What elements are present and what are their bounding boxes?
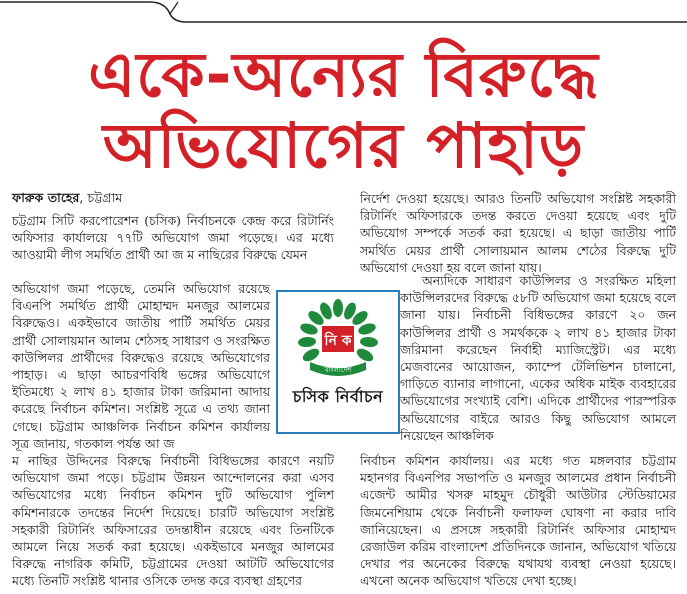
article-paragraph: চট্টগ্রাম সিটি করপোরেশন (চসিক) নির্বাচনকে কেন্দ্র করে রিটার্নিং অফিসার কার্যালয়ে ৭৭টি অভিযোগ জমা পড়েছে। এর মধ্যে আওয়ামী লীগ সমর্থিত প্রার্থী আ জ ম নাছিরের বিরুদ্ধে যেমন: [12, 213, 334, 263]
headline-line-1: একে-অন্যের বিরুদ্ধে: [88, 38, 599, 111]
byline-location: , চট্টগ্রাম: [79, 190, 123, 205]
byline-author: ফারুক তাহের: [12, 190, 80, 205]
article-column-right-bottom: [360, 452, 676, 590]
article-column-right-middle: [400, 272, 676, 444]
article-column-right-top: [360, 190, 676, 276]
emblem-text: নি ক: [324, 333, 352, 349]
election-logo-box: [276, 290, 400, 434]
article-paragraph: ম নাছির উদ্দিনের বিরুদ্ধে নির্বাচনী বিধিভঙ্গের কারণে নয়টি অভিযোগ জমা পড়ে। চট্টগ্রাম উন্নয়ন আন্দোলনের করা এসব অভিযোগের মধ্যে নির্বাচন কমিশন দুটি অভিযোগ পুলিশ কমিশনারকে তদন্তের নির্দেশ দিয়েছে। চারটি অভিযোগ সংশ্লিষ্ট সহকারী রিটার্নিং অফিসারের তদন্তাধীন রয়েছে এবং তিনটিকে আমলে নিয়ে সতর্ক করা হয়েছে। একইভাবে মনজুর আলমের বিরুদ্ধে নাগরিক কমিটি, চট্টগ্রামের দেওয়া আটটি অভিযোগের মধ্যে তিনটি সংশ্লিষ্ট থানার ওসিকে তদন্ত করে ব্যবস্থা গ্রহণের: [12, 453, 334, 589]
logo-caption: চসিক নির্বাচন: [292, 387, 384, 406]
election-commission-emblem-icon: [296, 298, 380, 382]
article-paragraph: নির্বাচন কমিশন কার্যালয়। এর মধ্যে গত মঙ্গলবার চট্টগ্রাম মহানগর বিএনপির সভাপতি ও মনজুর আলমের প্রধান নির্বাচনী এজেন্ট আমীর খসরু মাহমুদ চৌধুরী আউটার স্টেডিয়ামের জিমনেশিয়াম থেকে নির্বাচনী ফলাফল ঘোষণা না করার দাবি জানিয়েছেন। এ প্রসঙ্গে সহকারী রিটার্নিং অফিসার মোহাম্মদ রেজাউল করিম বাংলাদেশ প্রতিদিনকে জানান, অভিযোগ খতিয়ে দেখার পর অনেকের বিরুদ্ধে যথাযথ ব্যবস্থা নেওয়া হয়েছে। এখনো অনেক অভিযোগ খতিয়ে দেখা হচ্ছে।: [360, 453, 676, 589]
headline-line-2: অভিযোগের পাহাড়: [102, 109, 585, 182]
article-column-left-bottom: [12, 452, 334, 590]
headline: [0, 40, 687, 182]
article-column-left-middle: [12, 280, 270, 452]
top-frame-border: [0, 0, 687, 24]
article-column-left-top: [12, 212, 334, 264]
article-paragraph: নির্দেশ দেওয়া হয়েছে। আরও তিনটি অভিযোগ সংশ্লিষ্ট সহকারী রিটার্নিং অফিসারকে তদন্ত করতে দেওয়া হয়েছে এবং দুটি অভিযোগ সম্পর্কে সতর্ক করা হয়েছে। এ ছাড়া জাতীয় পার্টি সমর্থিত মেয়র প্রার্থী সোলায়মান আলম শেঠের বিরুদ্ধে দুটি অভিযোগ দেওয়া হয় বলে জানা যায়।: [360, 191, 676, 275]
article-paragraph: অন্যদিকে সাধারণ কাউন্সিলর ও সংরক্ষিত মহিলা কাউন্সিলরদের বিরুদ্ধে ৫৮টি অভিযোগ জমা হয়েছে বলে জানা যায়। নির্বাচনী বিধিভঙ্গের কারণে ২০ জন কাউন্সিলর প্রার্থী ও সমর্থককে ২ লাখ ৪১ হাজার টাকা জরিমানা করেছেন নির্বাহী ম্যাজিস্ট্রেট। এর মধ্যে মেজবানের আয়োজন, ক্যাম্পে টেলিভিশন চালানো, গাড়িতে ব্যানার লাগানো, একের অধিক মাইক ব্যবহারের অভিযোগের সংখ্যাই বেশি। এদিকে প্রার্থীদের পারস্পরিক অভিযোগের বাইরে আরও কিছু অভিযোগ আমলে নিয়েছেন আঞ্চলিক: [400, 273, 676, 443]
byline: [12, 190, 122, 210]
emblem-ribbon-text: বাংলাদেশ: [324, 366, 352, 374]
article-paragraph: অভিযোগ জমা পড়েছে, তেমনি অভিযোগ রয়েছে বিএনপি সমর্থিত প্রার্থী মোহাম্মদ মনজুর আলমের বিরুদ্ধেও। একইভাবে জাতীয় পার্টি সমর্থিত মেয়র প্রার্থী সোলায়মান আলম শেঠসহ সাধারণ ও সংরক্ষিত কাউন্সিলর প্রার্থীদের বিরুদ্ধেও রয়েছে অভিযোগের পাহাড়। এ ছাড়া আচরণবিধি ভঙ্গের অভিযোগে ইতিমধ্যে ২ লাখ ৪১ হাজার টাকা জরিমানা আদায় করেছে নির্বাচন কমিশন। সংশ্লিষ্ট সূত্রে এ তথ্য জানা গেছে। চট্টগ্রাম আঞ্চলিক নির্বাচন কমিশন কার্যালয় সূত্র জানায়, গতকাল পর্যন্ত আ জ: [12, 281, 270, 451]
